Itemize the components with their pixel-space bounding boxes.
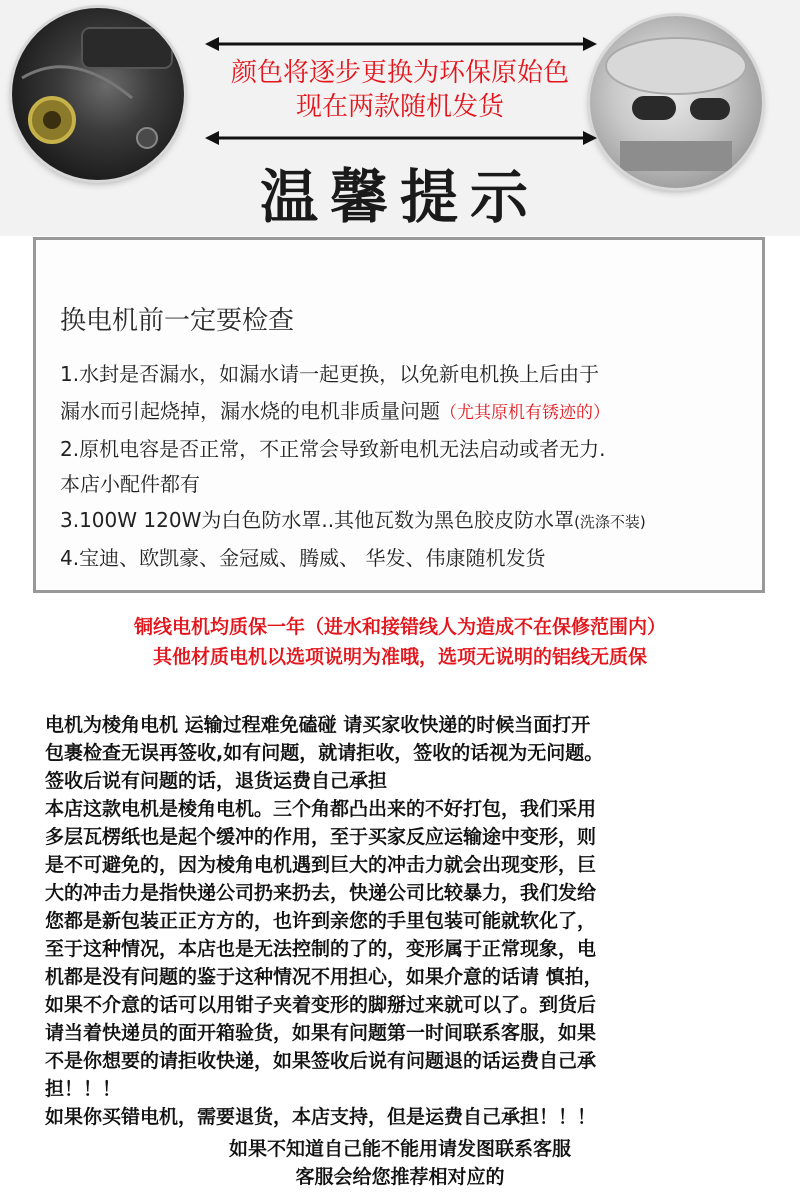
notes-line-12: 请当着快递员的面开箱验货，如果有问题第一时间联系客服，如果	[45, 1022, 597, 1044]
notes-line-7: 大的冲击力是指快递公司扔来扔去，快递公司比较暴力，我们发给	[45, 882, 597, 904]
notes-line-6: 是不可避免的，因为棱角电机遇到巨大的冲击力就会出现变形，巨	[45, 854, 597, 876]
notes-line-4: 本店这款电机是棱角电机。三个角都凸出来的不好打包，我们采用	[45, 798, 597, 820]
checklist-box	[33, 237, 765, 593]
check-item-1-line-2	[60, 395, 610, 424]
notes-line-8: 您都是新包装正正方方的，也许到亲您的手里包装可能就软化了，	[45, 910, 597, 932]
check-item-3-text: 3.100W 120W为白色防水罩..其他瓦数为黑色胶皮防水罩	[60, 508, 575, 532]
check-item-4: 4.宝迪、欧凯豪、金冠威、腾威、 华发、伟康随机发货	[60, 546, 546, 570]
check-item-3	[60, 504, 646, 533]
notes-line-11: 如果不介意的话可以用钳子夹着变形的脚掰过来就可以了。到货后	[45, 994, 597, 1016]
arrow-top-icon	[205, 36, 597, 52]
notes-line-5: 多层瓦楞纸也是起个缓冲的作用，至于买家反应运输途中变形，则	[45, 826, 597, 848]
warranty-line-2: 其他材质电机以选项说明为准哦，选项无说明的铝线无质保	[152, 646, 647, 668]
notes-line-14: 担！！！	[45, 1078, 122, 1100]
arrow-bottom-icon	[205, 130, 597, 146]
checklist-heading: 换电机前一定要检查	[60, 306, 295, 336]
color-change-notice: 颜色将逐步更换为环保原始色	[230, 58, 569, 88]
notes-line-9: 至于这种情况，本店也是无法控制的了的，变形属于正常现象，电	[45, 938, 597, 960]
rust-warning: （尤其原机有锈迹的）	[440, 403, 610, 423]
page-title: 温馨提示	[259, 163, 540, 231]
notes-line-1: 电机为棱角电机 运输过程难免磕碰 请买家收快递的时候当面打开	[45, 714, 591, 736]
notes-line-15: 如果你买错电机，需要退货，本店支持，但是运费自己承担！！！	[45, 1106, 597, 1128]
random-shipping-notice: 现在两款随机发货	[295, 92, 504, 122]
contact-service-line: 如果不知道自己能不能用请发图联系客服	[228, 1138, 571, 1160]
notes-line-13: 不是你想要的请拒收快递，如果签收后说有问题退的话运费自己承	[45, 1050, 597, 1072]
check-item-1-text: 漏水而引起烧掉，漏水烧的电机非质量问题	[60, 399, 440, 423]
check-item-3-note: (洗涤不装)	[574, 513, 646, 531]
check-item-2-line-1: 2.原机电容是否正常，不正常会导致新电机无法启动或者无力.	[60, 437, 606, 461]
notes-line-3: 签收后说有问题的话，退货运费自己承担	[45, 770, 388, 792]
check-item-2-line-2: 本店小配件都有	[60, 472, 200, 496]
check-item-1-line-1: 1.水封是否漏水，如漏水请一起更换，以免新电机换上后由于	[60, 362, 600, 386]
notes-line-10: 机都是没有问题的鉴于这种情况不用担心，如果介意的话请 慎拍，	[45, 966, 603, 988]
warranty-line-1: 铜线电机均质保一年（进水和接错线人为造成不在保修范围内）	[133, 616, 666, 638]
recommend-line: 客服会给您推荐相对应的	[295, 1166, 505, 1188]
notes-line-2: 包裹检查无误再签收,如有问题，就请拒收，签收的话视为无问题。	[45, 742, 604, 764]
